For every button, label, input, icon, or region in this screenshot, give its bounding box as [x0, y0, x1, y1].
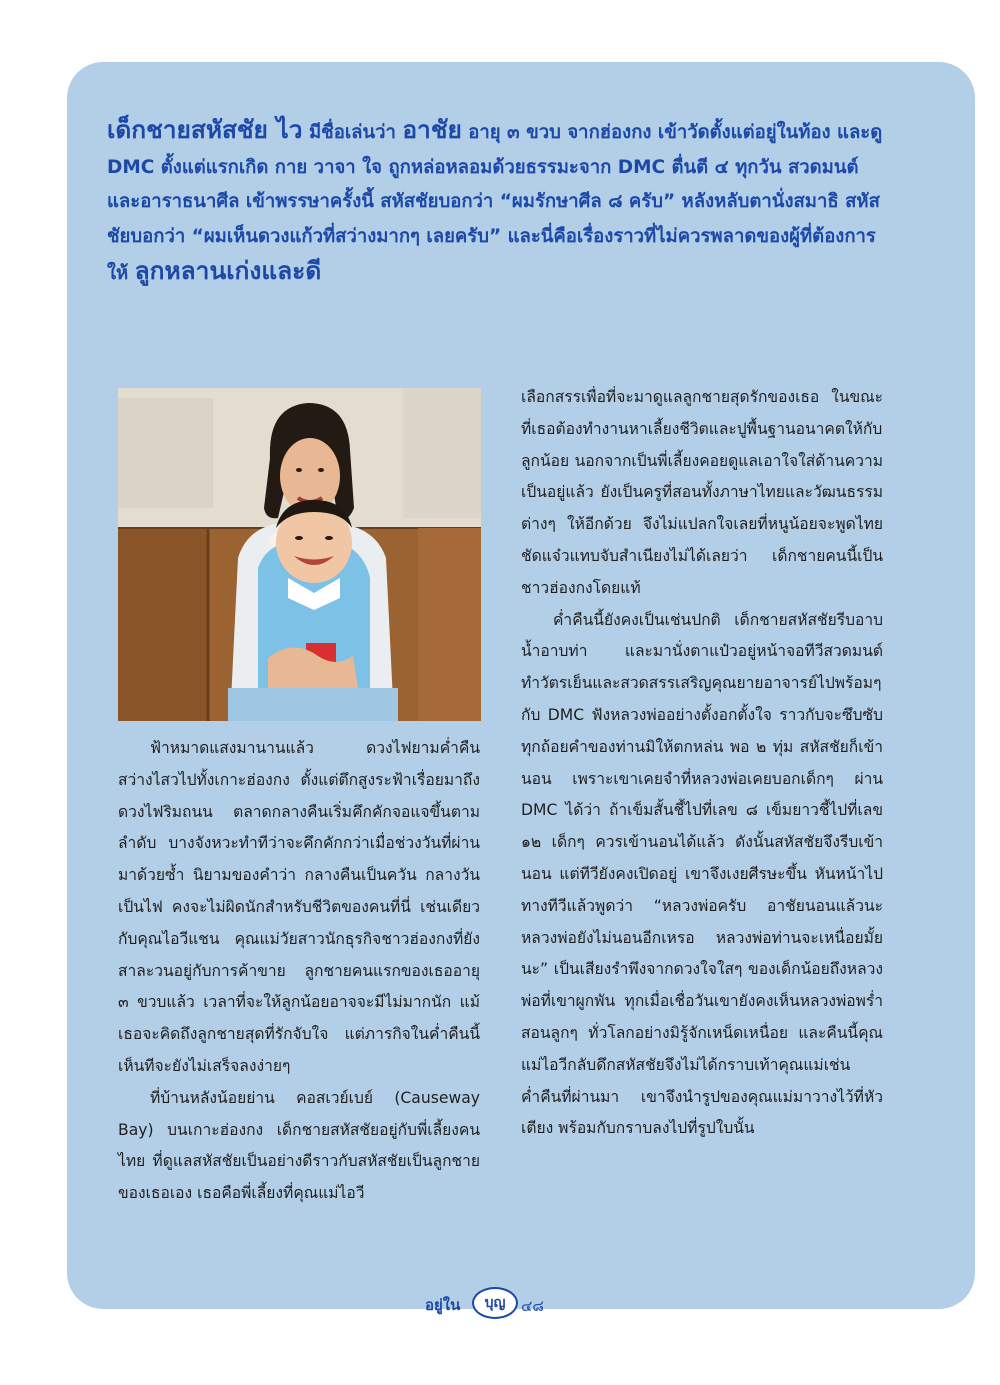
article-paragraph: ค่ำคืนนี้ยังคงเป็นเช่นปกติ เด็กชายสหัสชัยรีบอาบน้ำอาบท่า และมานั่งตาแป๋วอยู่หน้าจอทีวีสวดมนต์ทำวัตรเย็นและสวดสรรเสริญคุณยายอาจารย์ไปพร้อมๆ กับ DMC ฟังหลวงพ่ออย่างตั้งอกตั้งใจ ราวกับจะซึบซับทุกถ้อยคำของท่านมิให้ตกหล่น พอ ๒ ทุ่ม สหัสชัยก็เข้านอน เพราะเขาเคยจำที่หลวงพ่อเคยบอกเด็กๆ ผ่าน DMC ได้ว่า ถ้าเข็มสั้นชี้ไปที่เลข ๘ เข็มยาวชี้ไปที่เลข ๑๒ เด็กๆ ควรเข้านอนได้แล้ว ดังนั้นสหัสชัยจึงรีบเข้านอน แต่ทีวียังคงเปิดอยู่ เขาจึงเงยศีรษะขึ้น หันหน้าไปทางทีวีแล้วพูดว่า “หลวงพ่อครับ อาชัยนอนแล้วนะ หลวงพ่อยังไม่นอนอีกเหรอ หลวงพ่อท่านจะเหนื่อยมั้ยนะ” เป็นเสียงรำพึงจากดวงใจใสๆ ของเด็กน้อยถึงหลวงพ่อที่เขาผูกพัน ทุกเมื่อเชื่อวันเขายังคงเห็นหลวงพ่อพร่ำสอนลูกๆ ทั่วโลกอย่างมิรู้จักเหน็ดเหนื่อย และคืนนี้คุณแม่ไอวีกลับดึกสหัสชัยจึงไม่ได้กราบเท้าคุณแม่เช่นค่ำคืนที่ผ่านมา เขาจึงนำรูปของคุณแม่มาวางไว้ที่หัวเตียง พร้อมกับกราบลงไปที่รูปใบนั้น: [521, 610, 883, 1138]
intro-tagline: ลูกหลานเก่งและดี: [134, 256, 322, 286]
intro-paragraph: [107, 113, 892, 292]
intro-text-2: อายุ ๓ ขวบ จากฮ่องกง เข้าวัดตั้งแต่อยู่ในท้อง และดู DMC ตั้งแต่แรกเกิด กาย วาจา ใจ ถูกหล่อหลอมด้วยธรรมะจาก DMC ตื่นตี ๔ ทุกวัน สวดมนต์ และอาราธนาศีล เข้าพรรษาครั้งนี้ สหัสชัยบอกว่า “ผมรักษาศีล ๘ ครับ” หลังหลับตานั่งสมาธิ สหัสชัยบอกว่า “ผมเห็นดวงแก้วที่สว่างมากๆ เลยครับ” และนี่คือเรื่องราวที่ไม่ควรพลาดของผู้ที่ต้องการให้: [107, 122, 883, 285]
article-paragraph: ที่บ้านหลังน้อยย่าน คอสเวย์เบย์ (Causeway Bay) บนเกาะฮ่องกง เด็กชายสหัสชัยอยู่กับพี่เลี้ยงคนไทย ที่ดูแลสหัสชัยเป็นอย่างดีราวกับสหัสชัยเป็นลูกชายของเธอเอง เธอคือพี่เลี้ยงที่คุณแม่ไอวี: [118, 1088, 480, 1203]
mother-son-photo: [118, 388, 481, 721]
intro-nickname: อาชัย: [402, 115, 462, 144]
magazine-logo-text: อยู่ใน: [425, 1296, 461, 1314]
article-paragraph: ฟ้าหมาดแสงมานานแล้ว ดวงไฟยามค่ำคืนสว่างไสวไปทั้งเกาะฮ่องกง ตั้งแต่ตึกสูงระฟ้าเรื่อยมาถึงดวงไฟริมถนน ตลาดกลางคืนเริ่มคึกคักจอแจขึ้นตามลำดับ บางจังหวะทำทีว่าจะคึกคักกว่าเมื่อช่วงวันที่ผ่านมาด้วยซ้ำ นิยามของคำว่า กลางคืนเป็นควัน กลางวันเป็นไฟ คงจะไม่ผิดนักสำหรับชีวิตของคนที่นี่ เช่นเดียวกับคุณไอวีแชน คุณแม่วัยสาวนักธุรกิจชาวฮ่องกงที่ยังสาละวนอยู่กับการค้าขาย ลูกชายคนแรกของเธออายุ ๓ ขวบแล้ว เวลาที่จะให้ลูกน้อยอาจจะมีไม่มากนัก แม้เธอจะคิดถึงลูกชายสุดที่รักจับใจ แต่ภารกิจในค่ำคืนนี้เห็นทีจะยังไม่เสร็จลงง่ายๆ: [118, 739, 480, 1075]
article-paragraph-continued: เลือกสรรเพื่อที่จะมาดูแลลูกชายสุดรักของเธอ ในขณะที่เธอต้องทำงานหาเลี้ยงชีวิตและปูพื้นฐานอนาคตให้กับลูกน้อย นอกจากเป็นพี่เลี้ยงคอยดูแลเอาใจใส่ด้านความเป็นอยู่แล้ว ยังเป็นครูที่สอนทั้งภาษาไทยและวัฒนธรรมต่างๆ ให้อีกด้วย จึงไม่แปลกใจเลยที่หนูน้อยจะพูดไทยชัดแจ๋วแทบจับสำเนียงไม่ได้เลยว่า เด็กชายคนนี้เป็นชาวฮ่องกงโดยแท้: [521, 388, 883, 597]
page-number: ๔๘: [521, 1297, 544, 1315]
magazine-logo-circle: บุญ: [472, 1287, 518, 1319]
article-column-right: [521, 382, 883, 1145]
article-column-left: [118, 733, 480, 1210]
intro-text-1: มีชื่อเล่นว่า: [302, 122, 403, 143]
intro-name: เด็กชายสหัสชัย ไว: [107, 115, 303, 144]
page-footer: [425, 1287, 595, 1327]
